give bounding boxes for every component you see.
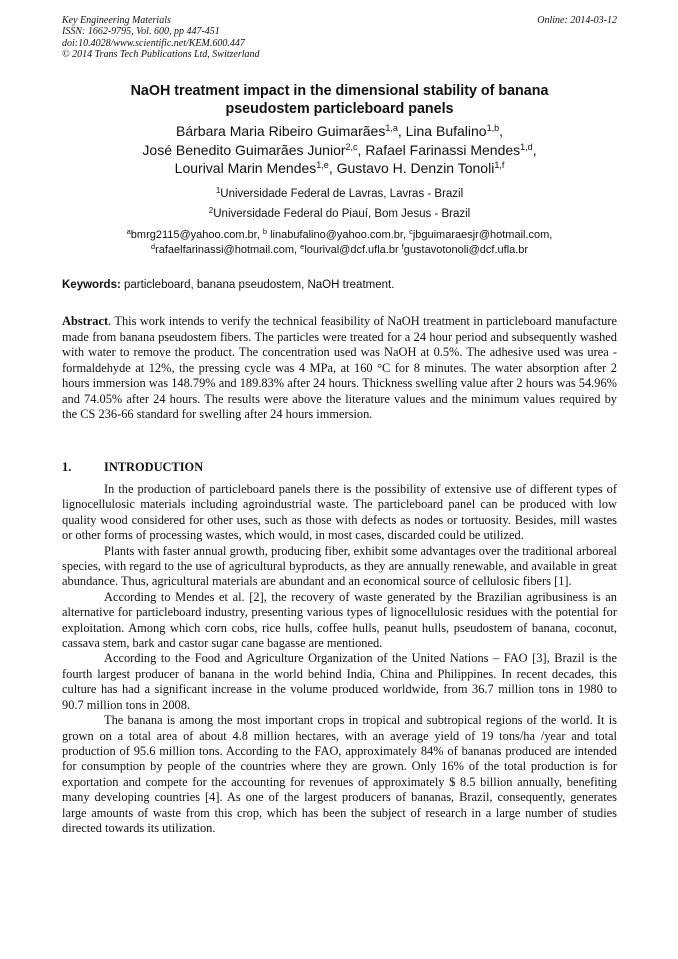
section-number: 1. (62, 460, 72, 474)
email-mark: a (126, 227, 131, 236)
email-mark: e (300, 241, 305, 251)
body-paragraph: Plants with faster annual growth, producing fiber, exhibit some advantages over the traditional arboreal species, with regard to the use of agricultural byproducts, as they are annually renewable, and available in great abundance. Thus, agricultural materials are abundant and an economical source of cellulosic fibers [1]. (62, 543, 617, 589)
journal-header (62, 15, 617, 60)
affil-mark: 2 (208, 206, 214, 215)
section-heading-introduction (62, 460, 617, 475)
body-paragraph: According to Mendes et al. [2], the recovery of waste generated by the Brazilian agribusiness is an alternative for particleboard industry, presenting various types of lignocellulosic residues with the potential for exploitation. Among which corn cobs, rice hulls, coffee hulls, peanut hulls, pseudostem of banana, coconut, cassava stem, bark and castor sugar cane bagasse are mentioned. (62, 589, 617, 651)
doi-line: doi:10.4028/www.scientific.net/KEM.600.447 (62, 37, 245, 49)
author-name: José Benedito Guimarães Junior (142, 141, 346, 158)
body-paragraph: According to the Food and Agriculture Organization of the United Nations – FAO [3], Brazil is the fourth largest producer of banana in the world behind India, China and Philippines. In recent decades, this culture has had a significant increase in the volume produced worldwide, from 36.7 million tons in 1980 to 90.7 million tons in 2008. (62, 651, 617, 712)
email-mark: f (401, 241, 404, 251)
email-mark: c (409, 227, 413, 236)
author-line-1: Bárbara Maria Ribeiro Guimarães$^{1,a}$, Lina Bufalino$^{1,b}$, (176, 123, 503, 139)
email-list (62, 228, 617, 257)
affil-mark: 1 (215, 186, 221, 195)
keywords (62, 278, 617, 292)
email-address[interactable]: jbguimaraesjr@hotmail.com, (412, 229, 553, 241)
author-affil-mark: 1,e (316, 160, 329, 170)
title-line-2: pseudostem particleboard panels (225, 101, 454, 117)
author-name: Gustavo H. Denzin Tonoli (336, 160, 495, 176)
abstract (62, 314, 617, 423)
copyright-line: © 2014 Trans Tech Publications Ltd, Switzerland (62, 48, 260, 60)
body-paragraph: The banana is among the most important crops in tropical and subtropical regions of the world. It is grown on a total area of about 4.8 million hectares, with an average yield of 19 tons/ha /year and total production of 95.6 million tons. According to the FAO, approximately 84% of bananas produced are intended for consumption by people of the countries where they are grown. Only 16% of the total production is for exportation and compete for the accounting for revenues of approximately $ 8.5 billion annually, benefiting many developing countries [4]. As one of the largest producers of bananas, Brazil, consequently, generates large amounts of waste from this crop, which has been the subject of research in a large number of studies directed towards its utilization. (62, 713, 617, 835)
email-mark: b (262, 227, 268, 236)
author-affil-mark: 2,c (345, 141, 358, 152)
author-affil-mark: 1,d (520, 141, 533, 152)
keywords-label: Keywords: (62, 279, 121, 291)
affiliation-1 (62, 187, 617, 201)
author-name: Lourival Marin Mendes (174, 160, 317, 176)
email-address[interactable]: linabufalino@yahoo.com.br, (270, 229, 406, 241)
affil-text: Universidade Federal do Piauí, Bom Jesus - Brazil (213, 208, 471, 220)
author-affil-mark: 1,f (494, 160, 505, 170)
email-line-2 (62, 243, 617, 258)
author-affil-mark: 1,b (486, 123, 500, 133)
author-name: Bárbara Maria Ribeiro Guimarães (176, 123, 386, 139)
email-address[interactable]: rafaelfarinassi@hotmail.com, (155, 243, 298, 256)
email-address[interactable]: gustavotonoli@dcf.ufla.br (403, 243, 529, 256)
affil-text: Universidade Federal de Lavras, Lavras - Brazil (220, 188, 464, 200)
journal-name: Key Engineering Materials (62, 15, 171, 26)
author-list (62, 122, 617, 178)
email-address[interactable]: bmrg2115@yahoo.com.br, (130, 229, 260, 241)
introduction-body (62, 482, 617, 836)
author-name: Lina Bufalino (405, 123, 487, 139)
abstract-text: . This work intends to verify the technical feasibility of NaOH treatment in particleboard manufacture made from banana pseudostem fibers. The particles were treated for a 24 hour period and subsequently washed with water to remove the product. The concentration used was NaOH at 0.5%. The adhesive used was urea - formaldehyde at 12%, the pressing cycle was 4 MPa, at 160 °C for 8 minutes. The water absorption after 2 hours immersion was 148.79% and 189.83% after 24 hours. Thickness swelling value after 2 hours was 54.96% and 74.05% after 24 hours. The results were above the literature values and the minimum values required by the CS 236-66 standard for swelling after 24 hours immersion. (62, 314, 617, 421)
online-date: Online: 2014-03-12 (537, 15, 617, 26)
author-affil-mark: 1,a (385, 123, 398, 133)
email-address[interactable]: lourival@dcf.ufla.br (304, 243, 399, 256)
email-mark: d (150, 241, 156, 251)
paper-title (62, 82, 617, 118)
author-line-3: Lourival Marin Mendes$^{1,e}$, Gustavo H. Denzin Tonoli$^{1,f}$ (174, 160, 505, 176)
body-paragraph: In the production of particleboard panels there is the possibility of extensive use of different types of lignocellulosic materials including agroindustrial waste. The particleboard panel can be produced with low quality wood considered for other uses, such as those with defects as nodes or tortuosity. Besides, mill wastes or other forms of processing wastes, which would, in most cases, discarded could be utilized. (62, 482, 617, 543)
author-line-2: José Benedito Guimarães Junior$^{2,c}$, Rafael Farinassi Mendes$^{1,d}$, (142, 141, 537, 158)
author-name: Rafael Farinassi Mendes (365, 141, 521, 158)
keywords-text: particleboard, banana pseudostem, NaOH treatment. (124, 279, 395, 291)
section-title: INTRODUCTION (104, 460, 204, 474)
title-line-1: NaOH treatment impact in the dimensional stability of banana (130, 83, 549, 99)
abstract-label: Abstract (62, 314, 109, 328)
issn-line: ISSN: 1662-9795, Vol. 600, pp 447-451 (62, 26, 220, 38)
email-line-1 (62, 228, 617, 243)
affiliation-2 (62, 207, 617, 221)
